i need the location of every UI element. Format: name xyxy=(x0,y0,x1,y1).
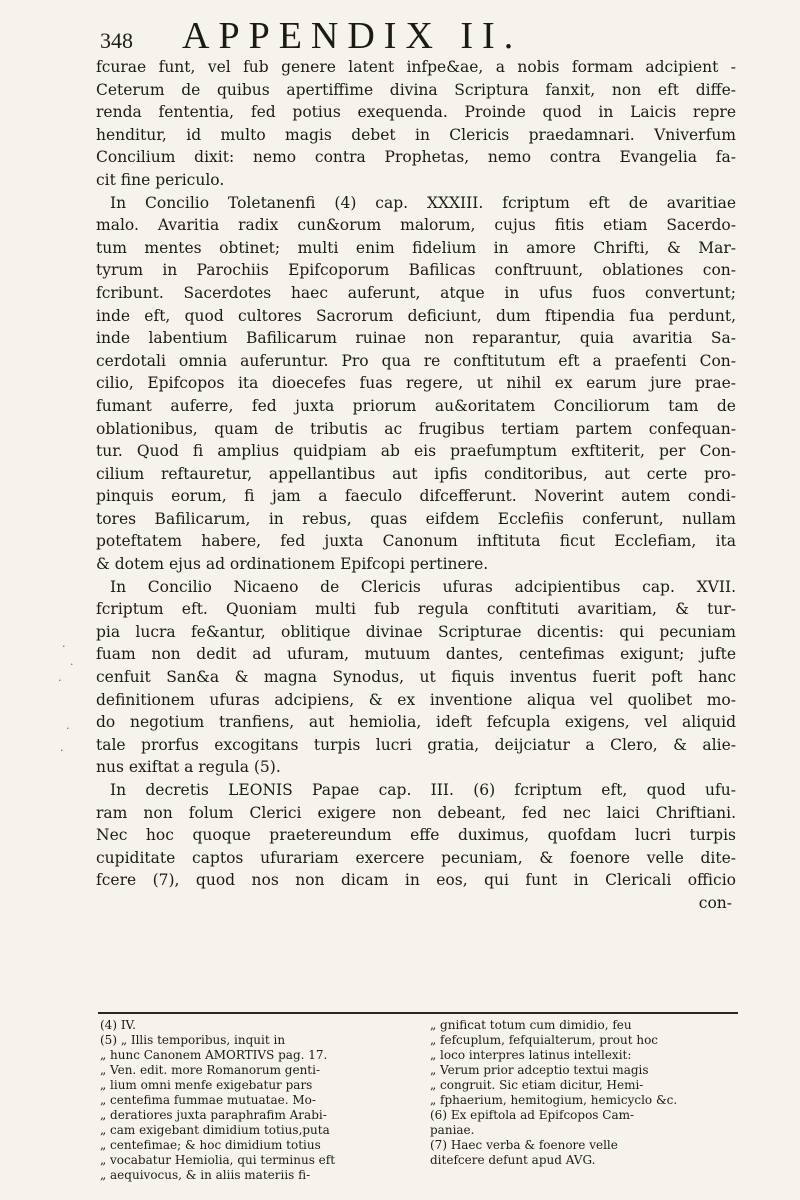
text-line: fcribunt. Sacerdotes haec auferunt, atque in ufus fuos convertunt; xyxy=(96,283,736,302)
footnote-line: (6) Ex epiftola ad Epifcopos Cam- xyxy=(430,1108,635,1122)
footnote-line: „ aequivocus, & in aliis materiis fi- xyxy=(100,1168,311,1182)
footnote-line: „ deratiores juxta paraphrafim Arabi- xyxy=(100,1108,327,1122)
margin-dot-icon: · xyxy=(62,640,66,653)
text-line: cenfuit San&a & magna Synodus, ut fiquis inventus fuerit poft hanc xyxy=(96,668,736,687)
footnote-line: „ cam exigebant dimidium totius,puta xyxy=(100,1123,330,1137)
text-line: tur. Quod fi amplius quidpiam ab eis praefumptum exftiterit, per Con- xyxy=(96,442,736,461)
text-line: definitionem ufuras adcipiens, & ex inventione aliqua vel quolibet mo- xyxy=(96,690,736,709)
text-line: cilio, Epifcopos ita dioecefes fuas regere, ut nihil ex earum jure prae- xyxy=(96,374,736,393)
text-line: do negotium tranfiens, aut hemiolia, ideft fefcupla exigens, vel aliquid xyxy=(96,713,736,732)
footnote-line: „ vocabatur Hemiolia, qui terminus eft xyxy=(100,1153,336,1167)
page-number: 348 xyxy=(100,28,133,53)
footnote-line: ditefcere defunt apud AVG. xyxy=(430,1153,596,1167)
text-line: fcurae funt, vel fub genere latent infpe&ae, a nobis formam adcipient - xyxy=(96,58,736,76)
footnote-line: (5) „ Illis temporibus, inquit in xyxy=(100,1033,286,1047)
footnote-line: „ fefcuplum, fefquialterum, prout hoc xyxy=(430,1033,659,1047)
footnote-line: „ congruit. Sic etiam dicitur, Hemi- xyxy=(430,1078,644,1092)
footnote-line: „ hunc Canonem AMORTIVS pag. 17. xyxy=(100,1048,328,1062)
text-line: fcriptum eft. Quoniam multi fub regula conftituti avaritiam, & tur- xyxy=(96,600,736,619)
text-line: pia lucra fe&antur, oblitique divinae Scripturae dicentis: qui pecuniam xyxy=(96,622,736,641)
page-header xyxy=(100,14,740,58)
footnote-line: „ loco interpres latinus intellexit: xyxy=(430,1048,632,1062)
footnote-line: „ lium omni menfe exigebatur pars xyxy=(100,1078,313,1092)
footnote-line: „ fphaerium, hemitogium, hemicyclo &c. xyxy=(430,1093,678,1107)
text-line: inde eft, quod cultores Sacrorum deficiunt, dum ftipendia fua perdunt, xyxy=(96,306,736,325)
running-title: APPENDIX II. xyxy=(182,15,523,57)
text-line: oblationibus, quam de tributis ac frugibus tertiam partem confequan- xyxy=(96,419,736,438)
text-line: fumant auferre, fed juxta priorum au&oritatem Conciliorum tam de xyxy=(96,396,736,415)
footnote-line: (7) Haec verba & foenore velle xyxy=(430,1138,618,1152)
footnote-line: paniae. xyxy=(430,1123,475,1137)
text-line: In Concilio Nicaeno de Clericis ufuras adcipientibus cap. XVII. xyxy=(110,577,736,596)
margin-bleed-marks xyxy=(56,640,86,760)
footnote-column-left xyxy=(100,1018,418,1183)
footnote-line: „ gnificat totum cum dimidio, feu xyxy=(430,1018,632,1032)
margin-dot-icon: · xyxy=(60,744,64,757)
text-line: cilium reftauretur, appellantibus aut ipfis conditoribus, aut certe pro- xyxy=(96,464,736,483)
margin-dot-icon: · xyxy=(70,658,74,671)
text-line: tyrum in Parochiis Epifcoporum Bafilicas conftruunt, oblationes con- xyxy=(96,261,736,280)
footnote-line: „ centefima fummae mutuatae. Mo- xyxy=(100,1093,316,1107)
text-line: fuam non dedit ad ufuram, mutuum dantes, centefimas exigunt; jufte xyxy=(96,645,736,664)
footnote-line: „ Verum prior adceptio textui magis xyxy=(430,1063,649,1077)
text-line: Concilium dixit: nemo contra Prophetas, nemo contra Evangelia fa- xyxy=(96,148,736,167)
text-line: renda fententia, fed potius exequenda. Proinde quod in Laicis repre xyxy=(96,103,736,122)
footnote-column-right xyxy=(430,1018,748,1168)
text-line: tum mentes obtinet; multi enim fidelium in amore Chrifti, & Mar- xyxy=(96,238,736,257)
margin-dot-icon: · xyxy=(58,674,62,687)
text-line: fcere (7), quod nos non dicam in eos, qui funt in Clericali officio xyxy=(96,871,736,890)
footnote-line: „ Ven. edit. more Romanorum genti- xyxy=(100,1063,321,1077)
footnote-line: „ centefimae; & hoc dimidium totius xyxy=(100,1138,321,1152)
text-line: & dotem ejus ad ordinationem Epifcopi pertinere. xyxy=(96,555,489,574)
text-line: cit fine periculo. xyxy=(96,170,225,189)
footnote-line: (4) IV. xyxy=(100,1018,136,1032)
text-line: poteftatem habere, fed juxta Canonum inftituta ficut Ecclefiam, ita xyxy=(96,532,736,551)
text-line: henditur, id multo magis debet in Clericis praedamnari. Vniverfum xyxy=(96,125,736,144)
text-line: In decretis LEONIS Papae cap. III. (6) fcriptum eft, quod ufu- xyxy=(110,781,736,799)
text-line: cerdotali omnia auferuntur. Pro qua re conftitutum eft a praefenti Con- xyxy=(96,351,736,370)
text-line: nus exiftat a regula (5). xyxy=(96,758,281,777)
footnote-rule xyxy=(98,1012,738,1014)
text-line: tale prorfus excogitans turpis lucri gratia, deijciatur a Clero, & alie- xyxy=(96,735,736,754)
text-line: Nec hoc quoque praetereundum effe duximus, quofdam lucri turpis xyxy=(96,826,736,845)
text-line: Ceterum de quibus apertiffime divina Scriptura fanxit, non eft diffe- xyxy=(96,80,736,99)
text-line: cupiditate captos ufurariam exercere pecuniam, & foenore velle dite- xyxy=(96,848,736,867)
catchword: con- xyxy=(698,893,732,912)
margin-dot-icon: · xyxy=(66,722,70,735)
main-text xyxy=(96,56,736,915)
text-line: tores Bafilicarum, in rebus, quas eifdem Ecclefiis conferunt, nullam xyxy=(96,509,736,528)
text-line: malo. Avaritia radix cun&orum malorum, cujus fitis etiam Sacerdo- xyxy=(96,216,736,235)
text-line: ram non folum Clerici exigere non debeant, fed nec laici Chriftiani. xyxy=(96,803,736,822)
text-line: pinquis eorum, fi jam a faeculo difcefferunt. Noverint autem condi- xyxy=(96,487,736,506)
text-line: inde labentium Bafilicarum ruinae non reparantur, quia avaritia Sa- xyxy=(96,329,736,348)
text-line: In Concilio Toletanenfi (4) cap. XXXIII. fcriptum eft de avaritiae xyxy=(110,193,736,212)
